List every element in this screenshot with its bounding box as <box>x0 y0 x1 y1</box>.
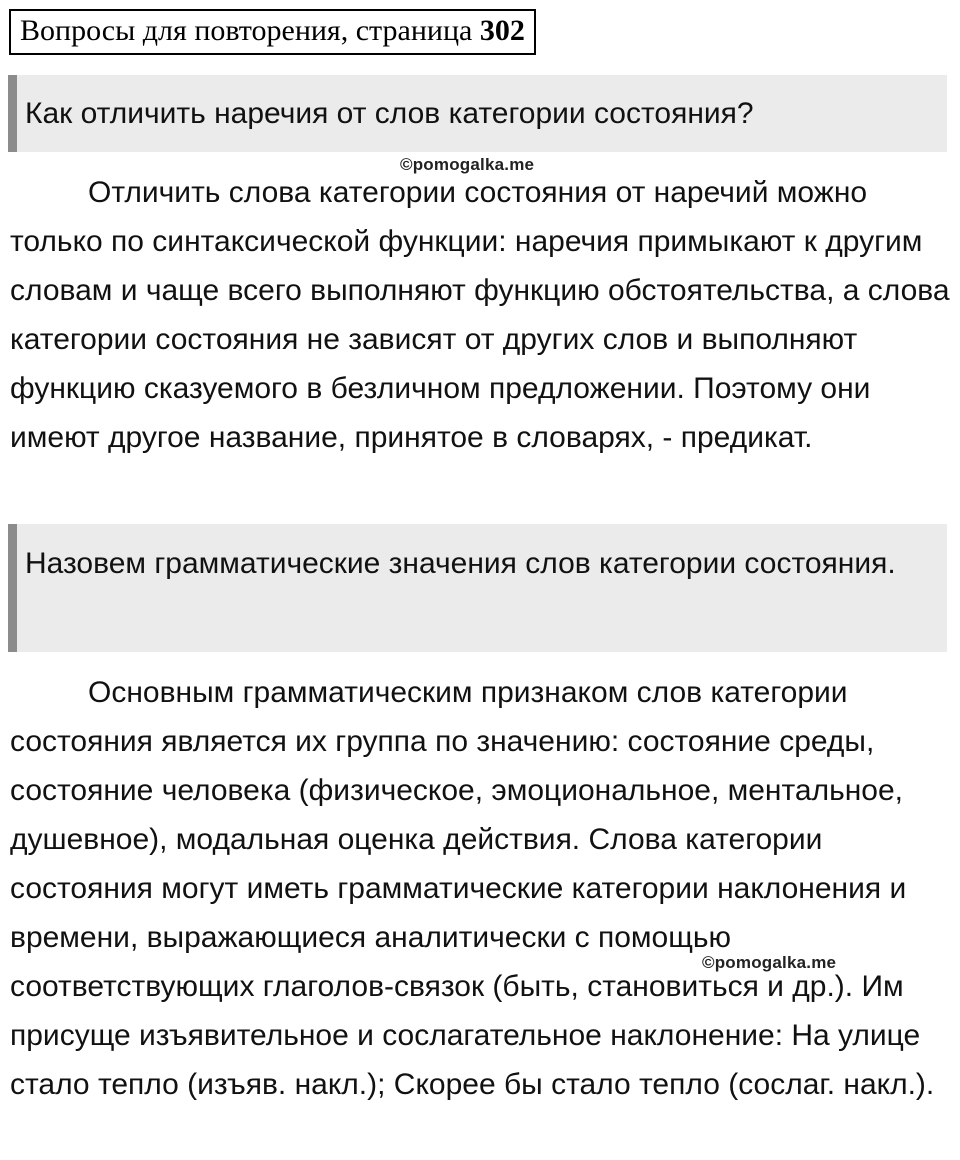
answer-2: Основным грамматическим признаком слов категории состояния является их группа по значению: состояние среды, состояние человека (физическое, эмоциональное, ментальное, душевное), модальная оценка действия. Слова категории состояния могут иметь грамматические категории наклонения и времени, выражающиеся аналитически с помощью соответствующих глаголов-связок (быть, становиться и др.). Им присуще изъявительное и сослагательное наклонение: На улице стало тепло (изъяв. накл.); Скорее бы стало тепло (сослаг. накл.). <box>10 676 935 1101</box>
watermark-bottom: ©pomogalka.me <box>702 953 837 972</box>
page-title <box>9 9 536 55</box>
page-number: 302 <box>479 14 525 47</box>
watermark-top: ©pomogalka.me <box>400 155 535 174</box>
question-1: Как отличить наречия от слов категории состояния? <box>8 75 947 152</box>
answer-1: Отличить слова категории состояния от наречий можно только по синтаксической функции: наречия примыкают к другим словам и чаще всего выполняют функцию обстоятельства, а слова категории состояния не зависят от других слов и выполняют функцию сказуемого в безличном предложении. Поэтому они имеют другое название, принятое в словарях, - предикат. <box>10 176 950 454</box>
page-title-text: Вопросы для повторения, страница <box>20 14 480 47</box>
question-2: Назовем грамматические значения слов категории состояния. <box>8 524 947 652</box>
